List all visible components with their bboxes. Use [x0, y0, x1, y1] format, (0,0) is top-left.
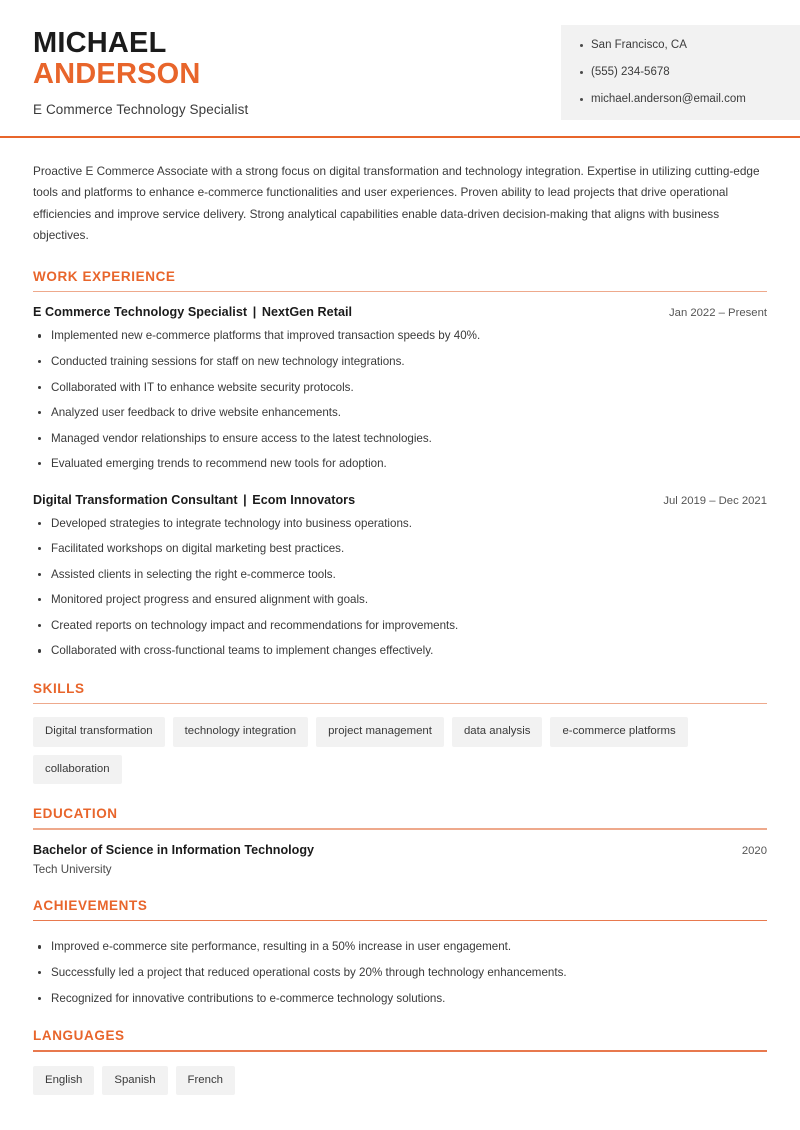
job-bullet: Analyzed user feedback to drive website enhancements. — [33, 405, 767, 421]
section-rule-achievements — [33, 920, 767, 922]
job-company: Ecom Innovators — [252, 492, 356, 507]
job-role-company — [33, 305, 352, 319]
contact-box — [561, 25, 800, 120]
achievements-list — [33, 939, 767, 1006]
header-job-title: E Commerce Technology Specialist — [33, 101, 249, 117]
skill-chip: data analysis — [452, 717, 543, 746]
job-dates: Jan 2022 – Present — [669, 307, 767, 320]
skill-chip: Digital transformation — [33, 717, 165, 746]
job-bullet: Conducted training sessions for staff on new technology integrations. — [33, 354, 767, 370]
language-chip: English — [33, 1066, 94, 1095]
section-skills — [33, 681, 767, 784]
contact-email[interactable]: michael.anderson@email.com — [577, 93, 782, 107]
section-title-languages: LANGUAGES — [33, 1028, 125, 1044]
languages-chip-list — [33, 1066, 767, 1095]
job-entry — [33, 493, 767, 659]
section-title-achievements: ACHIEVEMENTS — [33, 897, 148, 913]
section-rule-work-experience — [33, 291, 767, 293]
education-header — [33, 843, 767, 857]
section-title-education: EDUCATION — [33, 806, 118, 822]
section-title-work-experience: WORK EXPERIENCE — [33, 268, 176, 284]
achievement-bullet: Successfully led a project that reduced operational costs by 20% through technology enhancements. — [33, 965, 767, 981]
contact-list — [577, 39, 782, 106]
job-bullet: Facilitated workshops on digital marketing best practices. — [33, 541, 767, 557]
contact-phone[interactable]: (555) 234-5678 — [577, 66, 782, 80]
skill-chip: project management — [316, 717, 444, 746]
section-rule-education — [33, 828, 767, 830]
language-chip: French — [176, 1066, 235, 1095]
job-dates: Jul 2019 – Dec 2021 — [663, 494, 767, 507]
job-entry — [33, 305, 767, 471]
section-education — [33, 806, 767, 876]
contact-location: San Francisco, CA — [577, 39, 782, 53]
job-bullet: Managed vendor relationships to ensure access to the latest technologies. — [33, 431, 767, 447]
section-work-experience — [33, 269, 767, 659]
education-year: 2020 — [741, 844, 767, 857]
section-rule-languages — [33, 1050, 767, 1052]
achievement-bullet: Recognized for innovative contributions to e-commerce technology solutions. — [33, 991, 767, 1007]
job-bullets — [33, 516, 767, 659]
job-separator: | — [243, 492, 247, 507]
section-title-skills: SKILLS — [33, 680, 85, 696]
job-bullet: Collaborated with IT to enhance website security protocols. — [33, 380, 767, 396]
job-bullets — [33, 328, 767, 471]
first-name: MICHAEL — [33, 27, 167, 59]
section-rule-skills — [33, 703, 767, 705]
job-role-company — [33, 493, 355, 507]
education-degree: Bachelor of Science in Information Technology — [33, 842, 315, 857]
job-bullet: Monitored project progress and ensured alignment with goals. — [33, 592, 767, 608]
job-bullet: Collaborated with cross-functional teams to implement changes effectively. — [33, 643, 767, 659]
job-bullet: Developed strategies to integrate technology into business operations. — [33, 516, 767, 532]
job-separator: | — [252, 305, 257, 320]
job-role: Digital Transformation Consultant — [33, 492, 238, 507]
skill-chip: technology integration — [173, 717, 308, 746]
header-divider — [0, 136, 800, 138]
job-role: E Commerce Technology Specialist — [33, 305, 248, 320]
skill-chip: collaboration — [33, 755, 122, 784]
language-chip: Spanish — [102, 1066, 167, 1095]
job-bullet: Assisted clients in selecting the right e-commerce tools. — [33, 567, 767, 583]
job-company: NextGen Retail — [261, 305, 353, 320]
achievement-bullet: Improved e-commerce site performance, resulting in a 50% increase in user engagement. — [33, 939, 767, 955]
job-bullet: Implemented new e-commerce platforms that improved transaction speeds by 40%. — [33, 328, 767, 344]
section-achievements — [33, 898, 767, 1006]
job-header — [33, 493, 767, 507]
job-bullet: Evaluated emerging trends to recommend new tools for adoption. — [33, 456, 767, 472]
skills-chip-list — [33, 717, 767, 784]
professional-summary: Proactive E Commerce Associate with a strong focus on digital transformation and technology integration. Expertise in utilizing cutting-edge tools and platforms to enhance e-commerce functionalities and user experiences. Proven ability to lead projects that drive operational efficiencies and improve service delivery. Strong analytical capabilities enable data-driven decision-making that aligns with business objectives. — [33, 164, 760, 243]
education-school: Tech University — [33, 862, 112, 876]
last-name: ANDERSON — [33, 58, 201, 91]
job-header — [33, 305, 767, 319]
education-entry — [33, 843, 767, 876]
resume-content — [0, 161, 800, 1095]
job-bullet: Created reports on technology impact and recommendations for improvements. — [33, 618, 767, 634]
skill-chip: e-commerce platforms — [550, 717, 687, 746]
identity-block — [33, 22, 248, 117]
resume-header — [0, 0, 800, 136]
section-languages — [33, 1028, 767, 1095]
